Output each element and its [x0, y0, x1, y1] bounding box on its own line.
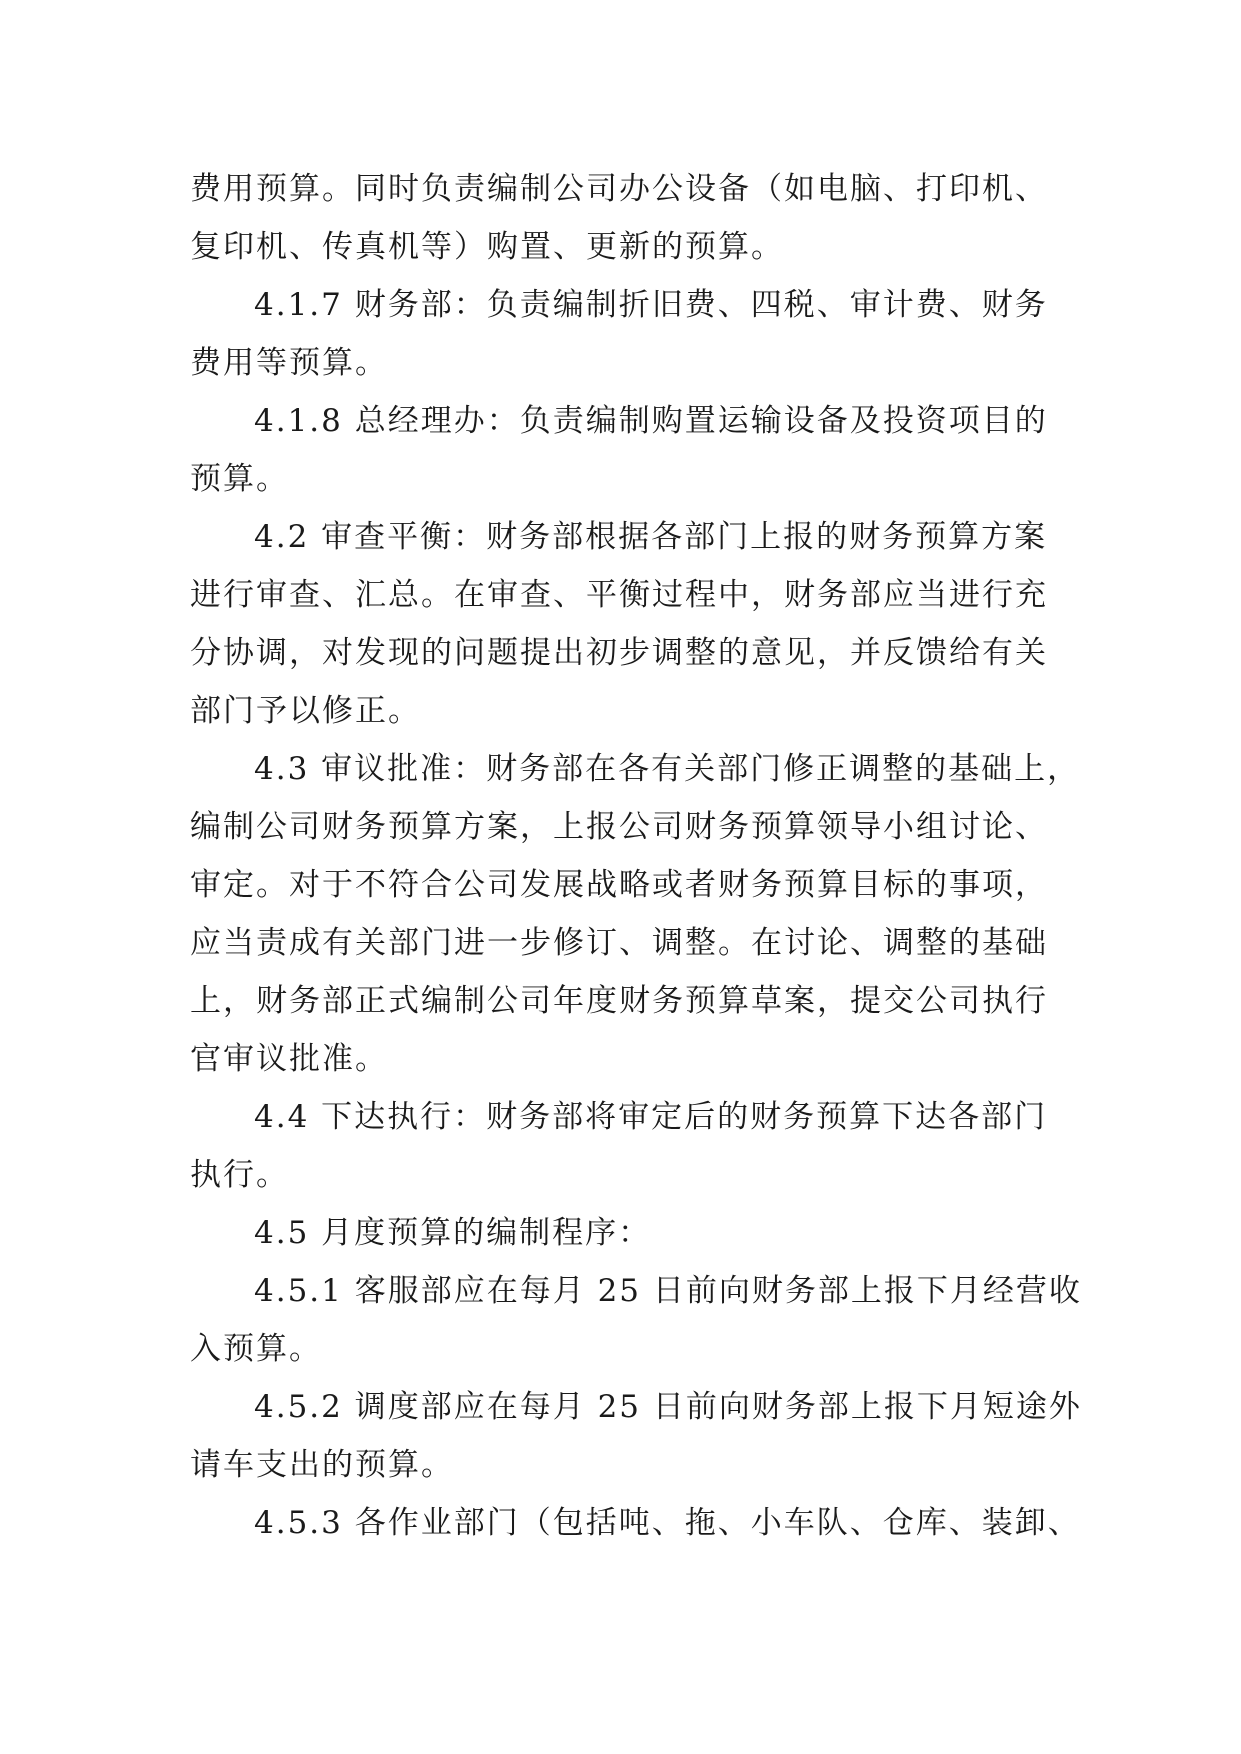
text-line: 执行。: [190, 1157, 289, 1193]
text-line: 4.2 审查平衡：财务部根据各部门上报的财务预算方案: [254, 519, 1048, 555]
text-line: 应当责成有关部门进一步修订、调整。在讨论、调整的基础: [190, 925, 1048, 961]
text-line: 4.5.1 客服部应在每月 25 日前向财务部上报下月经营收: [254, 1273, 1082, 1309]
text-line: 预算。: [190, 461, 289, 497]
text-line: 费用预算。同时负责编制公司办公设备（如电脑、打印机、: [190, 171, 1048, 207]
text-line: 编制公司财务预算方案，上报公司财务预算领导小组讨论、: [190, 809, 1048, 845]
text-line: 审定。对于不符合公司发展战略或者财务预算目标的事项，: [190, 867, 1048, 903]
text-line: 复印机、传真机等）购置、更新的预算。: [190, 229, 784, 265]
text-line: 进行审查、汇总。在审查、平衡过程中，财务部应当进行充: [190, 577, 1048, 613]
text-line: 4.3 审议批准：财务部在各有关部门修正调整的基础上，: [254, 751, 1081, 787]
text-line: 请车支出的预算。: [190, 1447, 454, 1483]
document-body: [190, 160, 1082, 1552]
text-line: 4.5 月度预算的编制程序：: [254, 1215, 652, 1251]
text-line: 4.4 下达执行：财务部将审定后的财务预算下达各部门: [254, 1099, 1048, 1135]
text-line: 4.1.7 财务部：负责编制折旧费、四税、审计费、财务: [254, 287, 1048, 323]
text-line: 分协调，对发现的问题提出初步调整的意见，并反馈给有关: [190, 635, 1048, 671]
text-line: 费用等预算。: [190, 345, 388, 381]
text-line: 入预算。: [190, 1331, 322, 1367]
text-line: 部门予以修正。: [190, 693, 421, 729]
text-line: 4.5.2 调度部应在每月 25 日前向财务部上报下月短途外: [254, 1389, 1082, 1425]
text-line: 4.1.8 总经理办：负责编制购置运输设备及投资项目的: [254, 403, 1048, 439]
text-line: 4.5.3 各作业部门（包括吨、拖、小车队、仓库、装卸、: [254, 1505, 1081, 1541]
text-line: 上，财务部正式编制公司年度财务预算草案，提交公司执行: [190, 983, 1048, 1019]
text-line: 官审议批准。: [190, 1041, 388, 1077]
